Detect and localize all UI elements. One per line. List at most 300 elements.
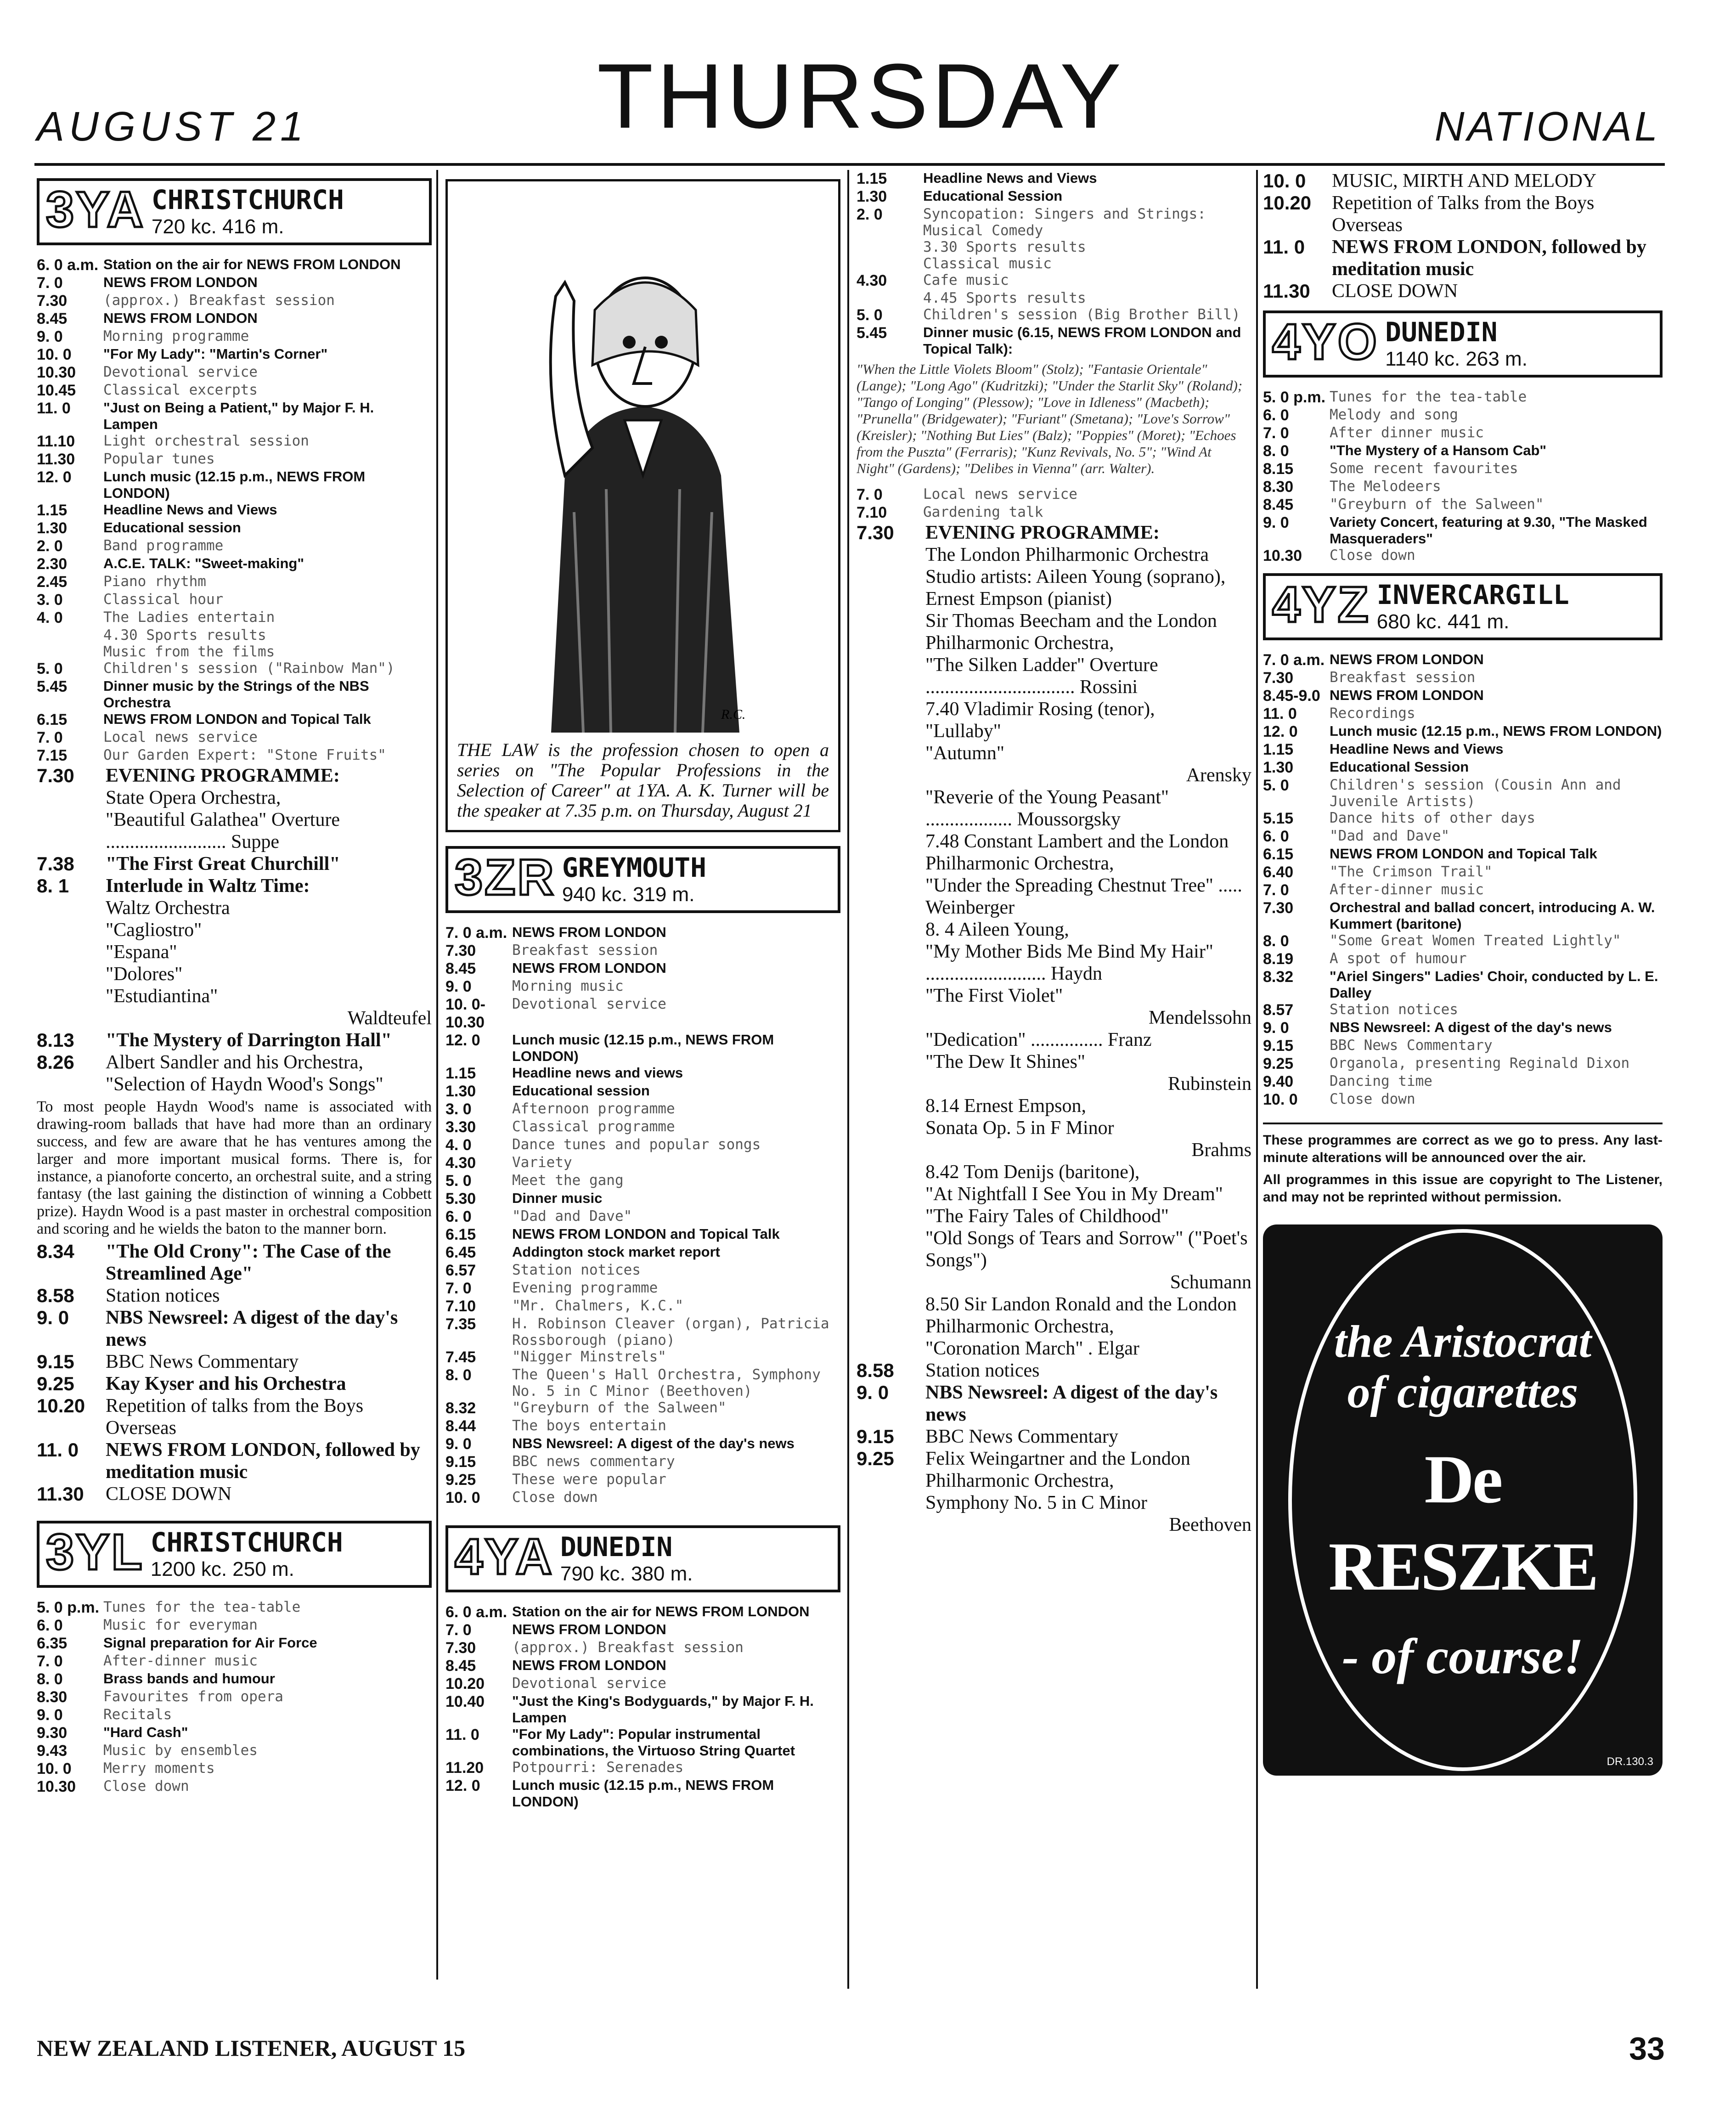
schedule-entry	[37, 1617, 432, 1635]
schedule-entry	[857, 306, 1251, 324]
entry-time	[857, 1205, 925, 1227]
station-callsign: 3ZR	[455, 849, 556, 906]
station-frequency: 1200 kc. 250 m.	[150, 1558, 294, 1580]
schedule-entry	[1263, 478, 1663, 496]
entry-time: 1.30	[1263, 759, 1294, 776]
schedule-entry	[1263, 899, 1663, 932]
schedule-entry	[857, 1426, 1251, 1448]
notice-copyright: All programmes in this issue are copyright to The Listener, and may not be reprinted without permission.	[1263, 1172, 1663, 1205]
entry-text: NEWS FROM LONDON, followed by meditation music	[106, 1439, 420, 1483]
entry-text: "The First Great Churchill"	[106, 853, 340, 874]
schedule-entry	[857, 742, 1251, 764]
entry-time: 10.20	[445, 1675, 485, 1693]
schedule-entry	[857, 504, 1251, 522]
entry-text: (approx.) Breakfast session	[103, 292, 335, 309]
entry-time: 8.26	[37, 1051, 74, 1073]
entry-time	[857, 985, 925, 1007]
schedule-entry	[37, 1599, 432, 1617]
schedule-entry	[445, 1190, 840, 1208]
station-town: INVERCARGILL	[1376, 579, 1569, 610]
schedule-entry	[857, 1139, 1251, 1161]
column-divider	[847, 170, 849, 1989]
entry-time: 7. 0 a.m.	[445, 924, 507, 942]
schedule-entry	[857, 654, 1251, 698]
entry-text: Devotional service	[103, 364, 258, 380]
entry-time: 10. 0	[445, 1489, 480, 1506]
schedule-3zr	[445, 924, 840, 1507]
entry-text: Close down	[1330, 1091, 1415, 1107]
schedule-entry	[37, 941, 432, 963]
entry-time	[37, 963, 106, 985]
entry-time: 8.13	[37, 1029, 74, 1051]
entry-text: H. Robinson Cleaver (organ), Patricia Rossborough (piano)	[512, 1315, 829, 1348]
entry-time: 8.30	[37, 1688, 68, 1706]
entry-text: Local news service	[923, 486, 1077, 502]
schedule-entry	[857, 1029, 1251, 1051]
schedule-entry	[37, 400, 432, 433]
entry-text: Educational session	[512, 1083, 650, 1099]
program-note: To most people Haydn Wood's name is associated with drawing-room ballads that have had more than an ordinary success, and few are aware that he has ventures among the larger and more important musical forms. There is, for instance, a pianoforte concerto, an orchestral suite, and a string fantasy (the last gaining the distinction of winning a Cobbett prize). Haydn Wood is a past master in orchestral composition and scoring and he wields the baton to the manner born.	[37, 1098, 432, 1237]
schedule-entry	[1263, 547, 1663, 565]
notice-alterations: These programmes are correct as we go to press. Any last-minute alterations will be announced over the air.	[1263, 1133, 1663, 1165]
entry-time	[857, 1183, 925, 1205]
schedule-entry	[445, 1262, 840, 1280]
entry-time: 7. 0	[1263, 881, 1289, 899]
entry-time: 7. 0	[37, 274, 63, 292]
entry-time	[857, 1271, 925, 1293]
page-day-title: THURSDAY	[597, 45, 1125, 147]
lawyer-cartoon-illustration	[514, 191, 772, 733]
schedule-entry	[857, 1492, 1251, 1514]
entry-text: "Espana"	[106, 942, 177, 963]
entry-text: Close down	[512, 1489, 598, 1506]
entry-text: After-dinner music	[1330, 881, 1484, 898]
entry-time: 12. 0	[445, 1777, 480, 1794]
schedule-entry	[37, 1778, 432, 1796]
schedule-entry	[37, 643, 432, 660]
schedule-entry	[37, 1724, 432, 1742]
entry-text: Evening programme	[512, 1280, 658, 1296]
schedule-entry	[1263, 828, 1663, 846]
schedule-entry	[857, 1205, 1251, 1227]
entry-time	[857, 1095, 925, 1117]
publication-footer: NEW ZEALAND LISTENER, AUGUST 15	[37, 2035, 466, 2061]
schedule-entry	[37, 310, 432, 328]
schedule-entry	[857, 1117, 1251, 1139]
column-2	[445, 170, 840, 1989]
schedule-entry	[857, 1073, 1251, 1095]
entry-time: 8.58	[857, 1360, 894, 1381]
entry-time: 7.30	[37, 292, 68, 310]
schedule-entry	[857, 255, 1251, 272]
cartoon-caption: THE LAW is the profession chosen to open a series on "The Popular Professions in the Selection of Career" at 1YA. A. K. Turner will be the speaker at 7.35 p.m. on Thursday, August 21	[457, 739, 829, 821]
entry-time: 9.43	[37, 1742, 68, 1760]
entry-text: "Ariel Singers" Ladies' Choir, conducted by L. E. Dalley	[1330, 968, 1658, 1001]
entry-time: 9.15	[1263, 1037, 1294, 1055]
entry-text: Beethoven	[1169, 1514, 1251, 1535]
entry-time	[37, 809, 106, 853]
schedule-entry	[37, 1670, 432, 1688]
entry-text: A spot of humour	[1330, 950, 1467, 967]
schedule-entry	[1263, 170, 1663, 192]
station-header-4yz	[1263, 573, 1663, 640]
late-3ya	[37, 1241, 432, 1505]
entry-text: Arensky	[1186, 765, 1251, 786]
schedule-entry	[857, 874, 1251, 919]
schedule-entry	[445, 942, 840, 960]
entry-time	[857, 941, 925, 985]
entry-time: 7.30	[445, 1639, 476, 1657]
entry-time	[857, 1293, 925, 1337]
entry-text: Headline news and views	[512, 1065, 683, 1081]
schedule-entry	[37, 1653, 432, 1670]
entry-time	[857, 1227, 925, 1271]
entry-text: NEWS FROM LONDON	[1330, 651, 1484, 667]
entry-time: 7.30	[857, 522, 894, 543]
station-town: DUNEDIN	[1385, 316, 1498, 348]
entry-time	[857, 290, 923, 306]
entry-time	[37, 643, 103, 660]
entry-text: CLOSE DOWN	[1332, 281, 1458, 302]
schedule-entry	[1263, 1055, 1663, 1073]
schedule-entry	[857, 1514, 1251, 1536]
entry-text: Our Garden Expert: "Stone Fruits"	[103, 747, 386, 763]
station-frequency: 680 kc. 441 m.	[1376, 610, 1510, 633]
entry-time: 9. 0	[1263, 514, 1289, 531]
schedule-entry	[37, 328, 432, 346]
entry-text: Station on the air for NEWS FROM LONDON	[103, 256, 401, 272]
schedule-entry	[857, 566, 1251, 610]
entry-time	[37, 1007, 106, 1029]
entry-time	[857, 786, 925, 830]
schedule-entry	[857, 1337, 1251, 1360]
entry-text: Orchestral and ballad concert, introducing A. W. Kummert (baritone)	[1330, 899, 1655, 932]
station-town: CHRISTCHURCH	[150, 1527, 343, 1558]
schedule-entry	[37, 256, 432, 274]
entry-time: 8.15	[1263, 460, 1294, 478]
schedule-entry	[37, 1635, 432, 1653]
ad-code: DR.130.3	[1606, 1755, 1653, 1768]
schedule-entry	[1263, 424, 1663, 442]
entry-text: EVENING PROGRAMME:	[106, 765, 340, 786]
entry-time: 8. 1	[37, 875, 69, 897]
entry-text: "The Silken Ladder" Overture ............................... Rossini	[925, 654, 1158, 698]
entry-text: "Dolores"	[106, 964, 183, 985]
schedule-entry	[1263, 460, 1663, 478]
schedule-entry	[37, 1760, 432, 1778]
entry-text: Morning music	[512, 978, 624, 994]
entry-time: 11.30	[37, 451, 75, 468]
entry-text: "Greyburn of the Salween"	[512, 1399, 727, 1416]
entry-text: Classical music	[923, 255, 1052, 272]
entry-time: 5. 0	[445, 1172, 472, 1190]
schedule-entry	[1263, 514, 1663, 547]
schedule-entry	[1263, 651, 1663, 669]
schedule-entry	[445, 1315, 840, 1348]
entry-time: 7. 0	[445, 1280, 472, 1297]
entry-time: 6.15	[445, 1226, 476, 1243]
entry-time: 3. 0	[445, 1100, 472, 1118]
entry-time: 8. 0	[1263, 442, 1289, 460]
schedule-entry	[857, 1183, 1251, 1205]
entry-text: 7.48 Constant Lambert and the London Philharmonic Orchestra,	[925, 831, 1229, 874]
entry-text: Children's session (Cousin Ann and Juvenile Artists)	[1330, 777, 1621, 810]
schedule-entry	[37, 382, 432, 400]
entry-text: Devotional service	[512, 996, 666, 1012]
schedule-entry	[37, 1483, 432, 1505]
entry-text: "Old Songs of Tears and Sorrow" ("Poet's Songs")	[925, 1228, 1248, 1271]
schedule-entry	[37, 853, 432, 875]
entry-text: Popular tunes	[103, 451, 215, 467]
entry-text: 8.50 Sir Landon Ronald and the London Philharmonic Orchestra,	[925, 1294, 1237, 1337]
entry-text: Some recent favourites	[1330, 460, 1518, 477]
schedule-entry	[37, 1395, 432, 1439]
header-rule	[34, 163, 1665, 166]
entry-time	[37, 627, 103, 643]
entry-text: "For My Lady": "Martin's Corner"	[103, 346, 328, 362]
entry-time	[857, 1051, 925, 1073]
entry-time: 10. 0	[37, 346, 72, 363]
station-header-4yo	[1263, 310, 1663, 378]
schedule-entry	[1263, 1001, 1663, 1019]
entry-time: 1.15	[857, 170, 887, 187]
entry-time: 10. 0-10.30	[445, 996, 485, 1031]
schedule-entry	[37, 519, 432, 537]
entry-text: Tunes for the tea-table	[103, 1599, 301, 1615]
entry-time: 9.15	[37, 1351, 74, 1372]
entry-time	[37, 941, 106, 963]
schedule-entry	[37, 711, 432, 729]
schedule-entry	[37, 1241, 432, 1285]
entry-time	[857, 544, 925, 566]
entry-text: "The Mystery of Darrington Hall"	[106, 1030, 392, 1051]
schedule-entry	[445, 1417, 840, 1435]
entry-time: 6.35	[37, 1635, 68, 1652]
entry-time: 6. 0	[445, 1208, 472, 1225]
entry-time: 11. 0	[1263, 236, 1305, 258]
entry-text: NEWS FROM LONDON and Topical Talk	[103, 711, 371, 727]
schedule-entry	[857, 1448, 1251, 1492]
entry-time: 10.40	[445, 1693, 485, 1710]
entry-time: 8.19	[1263, 950, 1294, 968]
schedule-entry	[857, 1293, 1251, 1337]
entry-time: 9. 0	[1263, 1019, 1289, 1037]
entry-time	[37, 787, 106, 809]
entry-time: 8.32	[445, 1399, 476, 1417]
entry-time: 2. 0	[857, 206, 883, 223]
station-callsign: 4YA	[455, 1529, 554, 1585]
entry-text: Music by ensembles	[103, 1742, 258, 1759]
entry-time: 8. 0	[445, 1366, 472, 1384]
ad-tagline: - of course!	[1342, 1628, 1584, 1684]
schedule-entry	[37, 1351, 432, 1373]
schedule-entry	[445, 1399, 840, 1417]
entry-time: 5.15	[1263, 810, 1294, 827]
entry-time: 7. 0	[1263, 424, 1289, 442]
schedule-entry	[445, 996, 840, 1032]
entry-time: 6.15	[1263, 846, 1294, 863]
schedule-entry	[445, 1065, 840, 1083]
entry-text: Devotional service	[512, 1675, 666, 1692]
entry-text: "Just on Being a Patient," by Major F. H. Lampen	[103, 400, 374, 432]
schedule-entry	[445, 1208, 840, 1226]
entry-text: NEWS FROM LONDON	[512, 960, 666, 976]
entry-text: Headline News and Views	[103, 502, 277, 518]
entry-time: 7. 0	[37, 1653, 63, 1670]
schedule-entry	[857, 324, 1251, 357]
schedule-entry	[1263, 687, 1663, 705]
entry-time: 6.40	[1263, 863, 1294, 881]
entry-time: 5.45	[857, 324, 887, 342]
entry-text: "Just the King's Bodyguards," by Major F. H. Lampen	[512, 1693, 814, 1726]
entry-text: NBS Newsreel: A digest of the day's news	[1330, 1019, 1612, 1035]
schedule-entry	[37, 627, 432, 643]
schedule-entry	[857, 486, 1251, 504]
network-label: NATIONAL	[1434, 104, 1660, 150]
entry-text: Signal preparation for Air Force	[103, 1635, 317, 1651]
entry-time: 9. 0	[37, 328, 63, 345]
entry-time: 7.30	[1263, 669, 1294, 687]
entry-text: Repetition of Talks from the Boys Overseas	[1332, 192, 1595, 236]
entry-time: 7.10	[857, 504, 887, 521]
entry-time	[857, 1007, 925, 1029]
schedule-entry	[857, 544, 1251, 566]
schedule-entry	[857, 919, 1251, 941]
entry-time: 10.20	[37, 1395, 85, 1416]
entry-text: Favourites from opera	[103, 1688, 283, 1705]
entry-text: "Autumn"	[925, 743, 1004, 764]
entry-text: Meet the gang	[512, 1172, 624, 1189]
schedule-entry	[37, 1285, 432, 1307]
entry-text: 4.30 Sports results	[103, 627, 266, 643]
column-divider	[436, 170, 438, 1980]
entry-text: Recordings	[1330, 705, 1415, 722]
schedule-entry	[857, 985, 1251, 1007]
entry-text: Dinner music	[512, 1190, 603, 1206]
entry-text: "Lullaby"	[925, 721, 1001, 742]
entry-text: Brass bands and humour	[103, 1670, 275, 1687]
entry-text: 8. 4 Aileen Young,	[925, 919, 1069, 940]
entry-time: 9. 0	[445, 1435, 472, 1453]
evening-3ya	[37, 765, 432, 1095]
entry-time: 11. 0	[37, 400, 71, 417]
entry-time: 1.15	[1263, 741, 1294, 758]
station-header-3ya	[37, 178, 432, 245]
schedule-entry	[445, 1453, 840, 1471]
schedule-entry	[445, 1100, 840, 1118]
entry-time: 5. 0	[857, 306, 883, 324]
schedule-entry	[857, 1007, 1251, 1029]
schedule-entry	[37, 1051, 432, 1073]
schedule-3ya	[37, 256, 432, 765]
entry-time	[857, 566, 925, 610]
schedule-entry	[37, 1007, 432, 1029]
entry-time: 6. 0 a.m.	[445, 1603, 507, 1621]
entry-time	[37, 919, 106, 941]
schedule-entry	[857, 272, 1251, 290]
schedule-entry	[37, 573, 432, 591]
entry-time: 3. 0	[37, 591, 63, 609]
station-frequency: 720 kc. 416 m.	[151, 215, 284, 238]
entry-text: Organola, presenting Reginald Dixon	[1330, 1055, 1630, 1072]
entry-text: "Beautiful Galathea" Overture ......................... Suppe	[106, 809, 340, 852]
entry-text: 4.45 Sports results	[923, 290, 1086, 306]
entry-time: 10. 0	[1263, 170, 1306, 192]
entry-time: 9.15	[445, 1453, 476, 1471]
schedule-entry	[1263, 863, 1663, 881]
entry-text: Waltz Orchestra	[106, 897, 230, 919]
schedule-entry	[445, 1118, 840, 1136]
entry-text: "For My Lady": Popular instrumental combinations, the Virtuoso String Quartet	[512, 1726, 795, 1759]
entry-text: Felix Weingartner and the London Philharmonic Orchestra,	[925, 1448, 1190, 1491]
column-3	[857, 170, 1251, 1989]
entry-time: 5. 0	[1263, 777, 1289, 794]
entry-time: 9. 0	[857, 1382, 889, 1403]
schedule-entry	[445, 1777, 840, 1810]
entry-time: 1.15	[37, 502, 68, 519]
schedule-entry	[1263, 1037, 1663, 1055]
entry-text: BBC News Commentary	[106, 1351, 299, 1372]
schedule-entry	[445, 1244, 840, 1262]
entry-text: Breakfast session	[1330, 669, 1476, 686]
dinner-music-list: "When the Little Violets Bloom" (Stolz); "Fantasie Orientale" (Lange); "Long Ago" (Kudritzki); "Under the Starlit Sky" (Roland); "Tango of Longing" (Plessow); "Love in Idleness" (Macbeth); "Prunella" (Bridgewater); "Furiant" (Smetana); "Love's Sorrow" (Kreisler); "Nothing But Lies" (Balz); "Poppies" (Moret); "Echoes from the Puszta" (Ferraris); "Kunz Revivals, No. 5"; "Wind At Night" (Gardens); "Delibes in Vienna" (arr. Walter).	[857, 361, 1243, 476]
entry-text: "Greyburn of the Salween"	[1330, 496, 1544, 513]
entry-time: 8.34	[37, 1241, 74, 1262]
entry-text: "Dad and Dave"	[1330, 828, 1450, 844]
schedule-4ya-small	[857, 486, 1251, 522]
entry-time	[857, 1139, 925, 1161]
entry-time: 8.58	[37, 1285, 74, 1306]
entry-text: Merry moments	[103, 1760, 215, 1777]
entry-time: 10.20	[1263, 192, 1312, 214]
entry-text: NEWS FROM LONDON, followed by meditation music	[1332, 237, 1646, 280]
entry-text: Mendelssohn	[1149, 1007, 1251, 1028]
entry-time: 9.25	[445, 1471, 476, 1489]
entry-time	[857, 1161, 925, 1183]
entry-time: 4. 0	[445, 1136, 472, 1154]
entry-text: Close down	[1330, 547, 1415, 564]
entry-time: 12. 0	[37, 468, 72, 486]
entry-text: Music from the films	[103, 643, 275, 660]
entry-time: 6. 0	[1263, 406, 1289, 424]
entry-time: 11.20	[445, 1759, 484, 1777]
entry-text: The boys entertain	[512, 1417, 666, 1434]
schedule-entry	[37, 591, 432, 609]
entry-text: Band programme	[103, 537, 224, 554]
schedule-entry	[1263, 1019, 1663, 1037]
station-town: DUNEDIN	[560, 1531, 673, 1563]
entry-time	[37, 985, 106, 1007]
entry-text: CLOSE DOWN	[106, 1484, 232, 1505]
issue-date: AUGUST 21	[37, 104, 308, 150]
schedule-entry	[445, 1083, 840, 1100]
ad-line-cigarettes: of cigarettes	[1347, 1366, 1578, 1417]
entry-time: 6.15	[37, 711, 68, 728]
schedule-4ya	[445, 1603, 840, 1810]
entry-text: Light orchestral session	[103, 433, 309, 449]
station-callsign: 4YZ	[1272, 576, 1370, 633]
schedule-entry	[37, 1706, 432, 1724]
schedule-entry	[37, 346, 432, 364]
entry-time: 9.25	[37, 1373, 74, 1394]
entry-text: 3.30 Sports results	[923, 239, 1086, 255]
schedule-entry	[37, 451, 432, 468]
entry-text: Breakfast session	[512, 942, 658, 959]
entry-time: 7.30	[37, 765, 74, 786]
schedule-entry	[445, 960, 840, 978]
entry-text: These were popular	[512, 1471, 666, 1488]
station-header-4ya	[445, 1525, 840, 1592]
